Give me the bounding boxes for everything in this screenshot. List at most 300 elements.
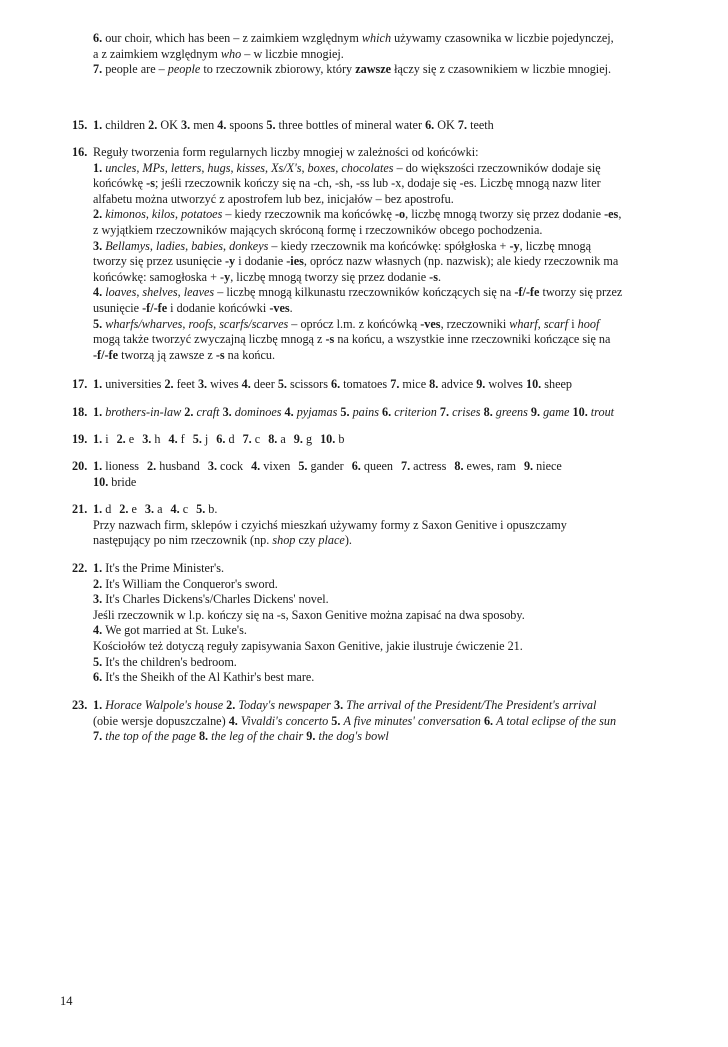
bold-text: 5. bbox=[93, 316, 106, 331]
italic-text: ladies bbox=[155, 238, 186, 253]
text-run: , bbox=[335, 160, 342, 175]
text-run: c bbox=[254, 432, 261, 446]
text-run: , bbox=[223, 238, 230, 253]
text-run: cock bbox=[220, 459, 244, 473]
answer-17 bbox=[74, 377, 674, 393]
text-run: tomatoes bbox=[343, 377, 391, 391]
text-run: b bbox=[338, 432, 345, 446]
italic-text: A total eclipse of the sun bbox=[496, 713, 617, 728]
bold-text: 7. bbox=[439, 405, 453, 419]
bold-text: -f/-fe bbox=[142, 300, 168, 315]
italic-text: people bbox=[167, 62, 201, 77]
bold-text: 4. bbox=[228, 713, 241, 728]
text-run: tworzą ją zawsze z bbox=[118, 347, 216, 362]
bold-text: 4. bbox=[217, 118, 230, 132]
italic-text: Xs/X's bbox=[271, 160, 302, 175]
italic-text: loaves bbox=[105, 285, 137, 300]
text-run: our choir, which has been – z zaimkiem względnym bbox=[105, 31, 362, 45]
text-run: e bbox=[128, 432, 135, 446]
bold-text: 5. bbox=[93, 654, 106, 669]
italic-text: pains bbox=[352, 405, 379, 419]
text-run: , oprócz nazw własnych (np. nazwisk); ale kiedy rzeczownik ma bbox=[303, 254, 619, 269]
bold-text: 2. bbox=[93, 207, 106, 222]
bold-text: 9. bbox=[306, 729, 319, 744]
text-run: następujący po nim rzeczownik (np. bbox=[93, 533, 273, 548]
text-run: bride bbox=[111, 474, 137, 489]
italic-text: donkeys bbox=[229, 238, 269, 253]
answer-line bbox=[93, 670, 674, 686]
text-run: końcówkę: samogłoska + - bbox=[93, 269, 225, 284]
bold-text: -y bbox=[224, 254, 236, 269]
text-run: children bbox=[105, 118, 149, 132]
bold-text: 1. bbox=[93, 502, 106, 516]
text-run: , bbox=[149, 238, 156, 253]
italic-text: uncles bbox=[105, 160, 137, 175]
bold-text: -ies bbox=[286, 254, 304, 269]
bold-text: 3. bbox=[93, 592, 106, 607]
italic-text: shop bbox=[272, 533, 296, 548]
text-run: queen bbox=[363, 459, 393, 473]
bold-text: 2. bbox=[93, 576, 106, 591]
text-run: , bbox=[618, 207, 622, 222]
bold-text: 1. bbox=[93, 432, 106, 446]
bold-text: 2. bbox=[147, 459, 160, 473]
italic-text: brothers-in-law bbox=[105, 405, 182, 419]
text-run: Reguły tworzenia form regularnych liczby mnogiej w zależności od końcówki: bbox=[93, 145, 479, 159]
text-run: – kiedy rzeczownik ma końcówkę: spółgłoska + bbox=[268, 238, 510, 253]
text-run: j bbox=[204, 432, 209, 446]
answer-number: 18. bbox=[72, 405, 88, 419]
text-run: gander bbox=[310, 459, 344, 473]
text-run: niece bbox=[536, 459, 562, 473]
answer-line bbox=[93, 161, 674, 177]
text-run: i bbox=[568, 316, 578, 331]
bold-text: 6. bbox=[425, 118, 438, 132]
text-run: g bbox=[305, 432, 313, 446]
bold-text: -s bbox=[325, 332, 335, 347]
page-number: 14 bbox=[60, 994, 73, 1008]
text-run: – kiedy rzeczownik ma końcówkę bbox=[222, 207, 395, 222]
bold-text: 1. bbox=[93, 698, 106, 712]
text-run: łączy się z czasownikiem w liczbie mnogiej. bbox=[391, 62, 612, 77]
answer-20 bbox=[74, 459, 674, 490]
text-run: alfabetu można utworzyć z apostrofem lub bez, inicjałów – bez apostrofu. bbox=[93, 191, 454, 206]
answer-line bbox=[93, 698, 674, 714]
text-run: ewes, ram bbox=[466, 459, 516, 473]
answer-line bbox=[93, 62, 674, 78]
text-run: e bbox=[131, 502, 137, 516]
text-run: f bbox=[180, 432, 185, 446]
italic-text: boxes bbox=[307, 160, 336, 175]
text-run: c bbox=[182, 502, 189, 516]
bold-text: 8. bbox=[483, 405, 496, 419]
text-run: Jeśli rzeczownik w l.p. kończy się na -s, Saxon Genitive można zapisać na dwa sposoby. bbox=[93, 607, 525, 622]
text-run: It's William the Conqueror's sword. bbox=[105, 576, 278, 591]
italic-text: babies bbox=[191, 238, 224, 253]
bold-text: 6. bbox=[93, 31, 106, 45]
bold-text: -f/-fe bbox=[93, 347, 119, 362]
italic-text: which bbox=[361, 31, 392, 45]
answer-22 bbox=[74, 561, 674, 686]
italic-text: trout bbox=[590, 405, 615, 419]
text-run: – do większości rzeczowników dodaje się bbox=[393, 160, 601, 175]
text-run: deer bbox=[253, 377, 278, 391]
italic-text: MPs bbox=[142, 160, 165, 175]
bold-text: -es bbox=[604, 207, 619, 222]
text-run: , bbox=[213, 316, 220, 331]
text-run: , bbox=[136, 160, 143, 175]
text-run: , bbox=[174, 207, 182, 222]
italic-text: place bbox=[318, 533, 345, 548]
bold-text: 6. bbox=[351, 459, 364, 473]
text-run: spoons bbox=[229, 118, 267, 132]
answer-line bbox=[93, 254, 674, 270]
italic-text: hoof bbox=[577, 316, 600, 331]
answer-line bbox=[93, 192, 674, 208]
text-run: feet bbox=[176, 377, 198, 391]
text-run: advice bbox=[441, 377, 477, 391]
answer-16 bbox=[74, 145, 674, 363]
answer-line bbox=[93, 714, 674, 730]
bold-text: -ves bbox=[420, 316, 441, 331]
answer-number: 15. bbox=[72, 118, 88, 132]
bold-text: 2. bbox=[148, 118, 161, 132]
text-run: We got married at St. Luke's. bbox=[105, 623, 247, 638]
text-run: . bbox=[437, 269, 442, 284]
answer-body bbox=[93, 459, 674, 490]
bold-text: 5. bbox=[298, 459, 311, 473]
bold-text: y bbox=[224, 269, 231, 284]
bold-text: 3. bbox=[142, 432, 155, 446]
bold-text: 2. bbox=[226, 698, 239, 712]
text-run: , liczbę mnogą tworzy się przez dodanie bbox=[230, 269, 430, 284]
answer-line bbox=[93, 502, 674, 518]
text-run: na końcu, a wszystkie inne rzeczowniki kończące się na bbox=[334, 332, 611, 347]
bold-text: 10. bbox=[525, 377, 545, 391]
answer-body bbox=[93, 145, 674, 363]
answer-line bbox=[93, 301, 674, 317]
italic-text: craft bbox=[196, 405, 220, 419]
italic-text: kimonos bbox=[105, 207, 146, 222]
text-run: , bbox=[537, 316, 544, 331]
text-run: , bbox=[301, 160, 308, 175]
bold-text: 3. bbox=[333, 698, 347, 712]
bold-text: 2. bbox=[116, 432, 129, 446]
bold-text: 1. bbox=[93, 118, 106, 132]
answer-line bbox=[93, 47, 674, 63]
italic-text: kisses bbox=[236, 160, 265, 175]
text-run: i dodanie bbox=[235, 254, 287, 269]
text-run: actress bbox=[413, 459, 447, 473]
text-run: a bbox=[280, 432, 286, 446]
answer-line bbox=[93, 518, 674, 534]
bold-text: 10. bbox=[93, 474, 112, 489]
text-run: używamy czasownika w liczbie pojedynczej, bbox=[391, 31, 614, 45]
bold-text: 5. bbox=[340, 405, 353, 419]
text-run: vixen bbox=[263, 459, 291, 473]
text-run: , rzeczowniki bbox=[440, 316, 510, 331]
bold-text: 3. bbox=[144, 502, 158, 516]
text-run: husband bbox=[159, 459, 200, 473]
text-run: ). bbox=[344, 533, 352, 548]
bold-text: 2. bbox=[164, 377, 177, 391]
bold-text: 4. bbox=[93, 285, 106, 300]
text-run: końcówkę bbox=[93, 176, 147, 191]
bold-text: 3. bbox=[181, 118, 194, 132]
text-run: usunięcie bbox=[93, 300, 143, 315]
italic-text: who bbox=[220, 46, 242, 61]
text-run: teeth bbox=[470, 118, 494, 132]
text-run: scissors bbox=[290, 377, 331, 391]
bold-text: 3. bbox=[93, 238, 106, 253]
answer-number: 19. bbox=[72, 432, 88, 446]
answer-line bbox=[93, 608, 674, 624]
answer-number: 21. bbox=[72, 502, 88, 516]
answer-line bbox=[93, 729, 674, 745]
bold-text: 5. bbox=[192, 432, 205, 446]
text-run: d bbox=[105, 502, 112, 516]
bold-text: 10. bbox=[320, 432, 339, 446]
italic-text: the leg of the chair bbox=[211, 729, 304, 744]
text-run: – liczbę mnogą kilkunastu rzeczowników kończących się na bbox=[214, 285, 515, 300]
text-run: wives bbox=[210, 377, 242, 391]
bold-text: -s bbox=[146, 176, 155, 191]
italic-text: shelves bbox=[142, 285, 178, 300]
italic-text: potatoes bbox=[181, 207, 223, 222]
answer-top-continuation bbox=[74, 31, 674, 78]
text-run: sheep bbox=[544, 377, 572, 391]
bold-text: 6. bbox=[483, 713, 497, 728]
answer-number: 17. bbox=[72, 377, 88, 391]
text-run: b. bbox=[208, 502, 218, 516]
answer-line bbox=[93, 223, 674, 239]
text-run: It's the children's bedroom. bbox=[105, 654, 237, 669]
text-run: It's the Prime Minister's. bbox=[105, 561, 224, 575]
answer-body bbox=[93, 502, 674, 549]
italic-text: Bellamys bbox=[105, 238, 150, 253]
answer-number: 20. bbox=[72, 459, 88, 473]
bold-text: 10. bbox=[572, 405, 591, 419]
text-run: lioness bbox=[105, 459, 140, 473]
italic-text: scarf bbox=[543, 316, 569, 331]
bold-text: 8. bbox=[198, 729, 212, 744]
text-run: tworzy się przez bbox=[539, 285, 623, 300]
italic-text: scarfs/scarves bbox=[219, 316, 289, 331]
text-run: universities bbox=[105, 377, 165, 391]
answer-line bbox=[93, 432, 674, 448]
answer-body bbox=[93, 31, 674, 78]
text-run: , bbox=[164, 160, 171, 175]
italic-text: game bbox=[543, 405, 570, 419]
text-run: , bbox=[185, 238, 192, 253]
answer-line bbox=[93, 118, 674, 134]
answer-line bbox=[93, 332, 674, 348]
answer-body bbox=[93, 432, 674, 448]
answer-line bbox=[93, 639, 674, 655]
text-run: OK bbox=[437, 118, 458, 132]
italic-text: hugs bbox=[207, 160, 231, 175]
bold-text: 7. bbox=[390, 377, 403, 391]
italic-text: Today's newspaper bbox=[238, 698, 331, 712]
text-run: three bottles of mineral water bbox=[278, 118, 426, 132]
text-run: . bbox=[289, 300, 293, 315]
answer-body bbox=[93, 561, 674, 686]
answer-19 bbox=[74, 432, 674, 448]
bold-text: 7. bbox=[93, 62, 106, 77]
text-run: OK bbox=[160, 118, 182, 132]
text-run: ; jeśli rzeczownik kończy się na -ch, -sh, -ss lub -x, dodaje się -es. Liczbę mnogą nazw liter bbox=[154, 176, 601, 191]
italic-text: chocolates bbox=[341, 160, 394, 175]
bold-text: -o bbox=[394, 207, 406, 222]
bold-text: -ves bbox=[269, 300, 290, 315]
answer-line bbox=[93, 405, 674, 421]
bold-text: 9. bbox=[530, 405, 544, 419]
italic-text: letters bbox=[170, 160, 202, 175]
bold-text: 6. bbox=[382, 405, 395, 419]
text-run: z wyjątkiem rzeczowników mających skróconą formę i rzeczowników obcego pochodzenia. bbox=[93, 222, 543, 237]
text-run: na końcu. bbox=[224, 347, 276, 362]
italic-text: The arrival of the President/The President's arrival bbox=[346, 698, 597, 712]
text-run: a bbox=[157, 502, 163, 516]
answer-line bbox=[93, 561, 674, 577]
text-run: a z zaimkiem względnym bbox=[93, 46, 221, 61]
text-run: wolves bbox=[488, 377, 526, 391]
bold-text: 7. bbox=[242, 432, 255, 446]
text-run: tworzy się przez usunięcie bbox=[93, 254, 225, 269]
italic-text: roofs bbox=[188, 316, 214, 331]
text-run: to rzeczownik zbiorowy, który bbox=[200, 62, 356, 77]
answer-line bbox=[93, 270, 674, 286]
text-run: , bbox=[182, 316, 189, 331]
answer-line bbox=[93, 459, 674, 475]
answer-23 bbox=[74, 698, 674, 745]
bold-text: 7. bbox=[93, 729, 106, 744]
bold-text: 6. bbox=[93, 670, 106, 685]
italic-text: the dog's bowl bbox=[318, 729, 389, 744]
bold-text: 3. bbox=[222, 405, 235, 419]
bold-text: 4. bbox=[251, 459, 264, 473]
bold-text: 1. bbox=[93, 405, 106, 419]
bold-text: 3. bbox=[197, 377, 211, 391]
text-run: , bbox=[136, 285, 143, 300]
bold-text: 1. bbox=[93, 160, 106, 175]
text-run: It's the Sheikh of the Al Kathir's best mare. bbox=[105, 670, 315, 685]
answer-line bbox=[93, 577, 674, 593]
bold-text: 4. bbox=[284, 405, 297, 419]
italic-text: kilos bbox=[151, 207, 175, 222]
answer-line bbox=[93, 285, 674, 301]
text-run: , bbox=[264, 160, 272, 175]
text-run: It's Charles Dickens's/Charles Dickens' novel. bbox=[105, 592, 329, 607]
text-run: i bbox=[105, 432, 109, 446]
answer-18 bbox=[74, 405, 674, 421]
text-run: , bbox=[145, 207, 152, 222]
bold-text: -s bbox=[429, 269, 438, 284]
text-run: men bbox=[193, 118, 218, 132]
answer-line bbox=[93, 533, 674, 549]
bold-text: 2. bbox=[184, 405, 197, 419]
answer-21 bbox=[74, 502, 674, 549]
italic-text: A five minutes' conversation bbox=[343, 713, 481, 728]
bold-text: 4. bbox=[170, 502, 183, 516]
bold-text: 5. bbox=[277, 377, 291, 391]
bold-text: 5. bbox=[266, 118, 279, 132]
text-run: d bbox=[228, 432, 235, 446]
bold-text: 1. bbox=[93, 377, 106, 391]
answer-line bbox=[93, 31, 674, 47]
answer-line bbox=[93, 176, 674, 192]
bold-text: 9. bbox=[293, 432, 306, 446]
answer-number: 22. bbox=[72, 561, 88, 575]
italic-text: greens bbox=[495, 405, 528, 419]
text-run: – oprócz l.m. z końcówką bbox=[288, 316, 421, 331]
text-run: mogą także tworzyć zwyczajną liczbę mnogą z bbox=[93, 332, 326, 347]
bold-text: 8. bbox=[268, 432, 281, 446]
answer-body bbox=[93, 698, 674, 745]
text-run: Przy nazwach firm, sklepów i czyichś mieszkań używamy formy z Saxon Genitive i opuszczamy bbox=[93, 517, 567, 532]
answer-body bbox=[93, 377, 674, 393]
italic-text: Horace Walpole's house bbox=[105, 698, 224, 712]
italic-text: wharfs/wharves bbox=[105, 316, 183, 331]
bold-text: 7. bbox=[400, 459, 414, 473]
answer-line bbox=[93, 239, 674, 255]
answer-body bbox=[93, 118, 674, 134]
answer-line bbox=[93, 145, 674, 161]
bold-text: 9. bbox=[476, 377, 489, 391]
bold-text: -f/-fe bbox=[514, 285, 540, 300]
italic-text: the top of the page bbox=[105, 729, 196, 744]
bold-text: 4. bbox=[168, 432, 181, 446]
bold-text: 8. bbox=[454, 459, 467, 473]
italic-text: criterion bbox=[394, 405, 437, 419]
answer-line bbox=[93, 655, 674, 671]
text-run: Kościołów też dotyczą reguły zapisywania Saxon Genitive, jakie ilustruje ćwiczenie 21. bbox=[93, 638, 523, 653]
bold-text: 7. bbox=[457, 118, 471, 132]
italic-text: pyjamas bbox=[296, 405, 338, 419]
bold-text: 5. bbox=[196, 502, 209, 516]
bold-text: 8. bbox=[429, 377, 442, 391]
bold-text: 5. bbox=[331, 713, 344, 728]
bold-text: 1. bbox=[93, 459, 106, 473]
text-run: – w liczbie mnogiej. bbox=[241, 46, 344, 61]
answer-number: 16. bbox=[72, 145, 88, 159]
text-run: mice bbox=[402, 377, 430, 391]
italic-text: Vivaldi's concerto bbox=[240, 713, 329, 728]
answer-line bbox=[93, 623, 674, 639]
bold-text: 6. bbox=[330, 377, 344, 391]
answer-line bbox=[93, 317, 674, 333]
text-run: czy bbox=[295, 533, 319, 548]
text-run: people are – bbox=[105, 62, 168, 77]
answer-number: 23. bbox=[72, 698, 88, 712]
bold-text: 6. bbox=[216, 432, 229, 446]
answer-body bbox=[93, 405, 674, 421]
answer-line bbox=[93, 377, 674, 393]
italic-text: leaves bbox=[183, 285, 215, 300]
text-run: , liczbę mnogą tworzy się przez dodanie bbox=[405, 207, 605, 222]
answer-15 bbox=[74, 118, 674, 134]
answer-line bbox=[93, 592, 674, 608]
italic-text: wharf bbox=[509, 316, 538, 331]
text-run: , bbox=[201, 160, 208, 175]
text-run: , bbox=[177, 285, 184, 300]
italic-text: crises bbox=[452, 405, 481, 419]
answer-line bbox=[93, 207, 674, 223]
bold-text: 2. bbox=[119, 502, 132, 516]
bold-text: 3. bbox=[207, 459, 221, 473]
answer-line bbox=[93, 348, 674, 364]
text-run: h bbox=[154, 432, 161, 446]
